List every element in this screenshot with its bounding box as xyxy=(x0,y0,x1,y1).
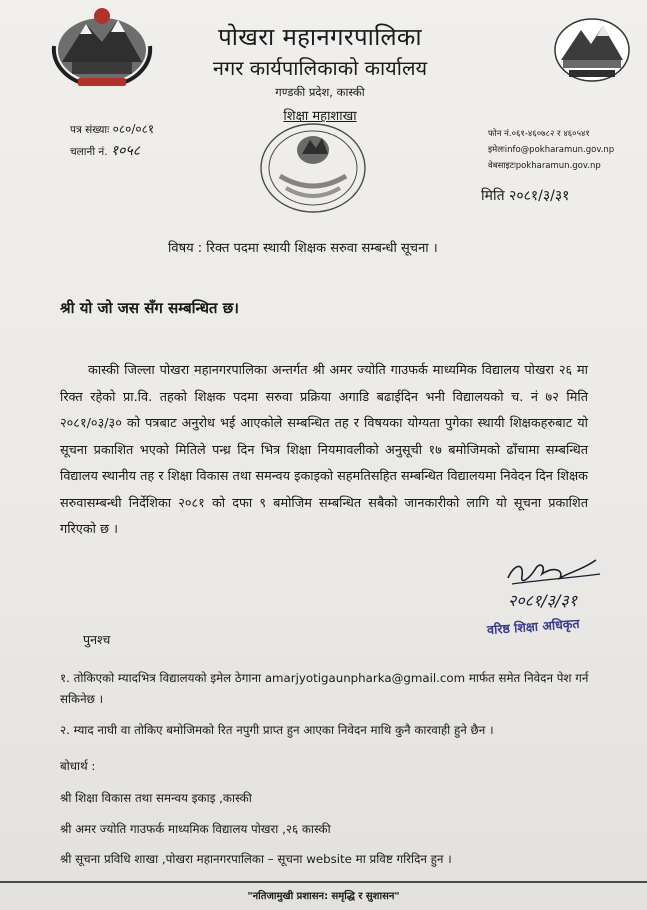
salutation: श्री यो जो जस सँग सम्बन्धित छ। xyxy=(60,299,239,317)
footer-divider xyxy=(0,881,647,883)
dispatch-number xyxy=(70,141,140,160)
cc-label: बोधार्थ : xyxy=(60,759,96,773)
office-subtitle: नगर कार्यपालिकाको कार्यालय xyxy=(212,56,428,80)
letter-number-value: ०८०/०८१ xyxy=(112,122,155,136)
office-seal-stamp-icon xyxy=(258,118,368,216)
postscript-item: १. तोकिएको म्यादभित्र विद्यालयको इमेल ठेगाना amarjyotigaunpharka@gmail.com मार्फत समेत निवेदन पेश गर्न सकिनेछ । xyxy=(60,671,589,706)
dispatch-number-value: १०५८ xyxy=(110,143,141,159)
signature-date: २०८१/३/३१ xyxy=(508,591,578,610)
nepal-emblem-icon xyxy=(48,6,156,88)
contact-website: वेबसाइटःpokharamun.gov.np xyxy=(488,161,601,171)
cc-item: श्री शिक्षा विकास तथा समन्वय इकाइ ,कास्की xyxy=(60,791,252,805)
contact-phone: फोन नं.०६१-४६०७८२ र ४६०५४१ xyxy=(488,129,590,139)
municipality-logo-icon xyxy=(553,18,631,84)
office-title: पोखरा महानगरपालिका xyxy=(218,23,422,51)
notice-body: कास्की जिल्ला पोखरा महानगरपालिका अन्तर्गत श्री अमर ज्योति गाउफर्क माध्यमिक विद्यालय पोखरा २६ मा रिक्त रहेको प्रा.वि. तहको शिक्षक पदमा सरुवा प्रक्रिया अगाडि बढाईदिन भनी विद्यालयको च. नं ७२ मिति २०८१/०३/३० को पत्रबाट अनुरोध भई आएकोले सम्बन्धित तह र विषयका योग्यता पुगेका स्थायी शिक्षकहरुबाट यो सूचना प्रकाशित भएको मितिले पन्ध्र दिन भित्र शिक्षा नियमावलीको अनुसूची १७ बमोजिमको ढाँचामा सम्बन्धित विद्यालय स्थानीय तह र शिक्षा विकास तथा समन्वय इकाइको सहमतिसहित सम्बन्धित विद्यालयमा निवेदन दिन शिक्षक सरुवासम्बन्धी निर्देशिका २०८१ को दफा ९ बमोजिम सम्बन्धित सबैको जानकारीको लागि यो सूचना प्रकाशित गरिएको छ । xyxy=(60,363,588,537)
office-province: गण्डकी प्रदेश, कास्की xyxy=(275,85,365,99)
footer-motto: "नतिजामुखी प्रशासन: समृद्धि र सुशासन" xyxy=(247,891,400,902)
office-department: शिक्षा महाशाखा xyxy=(283,109,357,124)
postscript-item: २. म्याद नाघी वा तोकिए बमोजिमको रित नपुगी प्राप्त हुन आएका निवेदन माथि कुनै कारवाही हुने छैन । xyxy=(60,723,494,737)
letter-number-label: पत्र संख्याः xyxy=(70,124,110,136)
letter-subject: विषय : रिक्त पदमा स्थायी शिक्षक सरुवा सम्बन्धी सूचना । xyxy=(168,241,438,256)
cc-item: श्री अमर ज्योति गाउफर्क माध्यमिक विद्यालय पोखरा ,२६ कास्की xyxy=(60,822,331,836)
cc-item: श्री सूचना प्रविधि शाखा ,पोखरा महानगरपालिका – सूचना website मा प्रविष्ट गरिदिन हुन । xyxy=(60,852,452,866)
signatory-title: वरिष्ठ शिक्षा अधिकृत xyxy=(486,615,580,638)
letter-date: मिति २०८१/३/३१ xyxy=(481,188,570,204)
dispatch-number-label: चलानी नं. xyxy=(70,146,108,158)
signature-icon xyxy=(500,548,610,618)
postscript-label: पुनश्च xyxy=(83,632,111,647)
letter-number xyxy=(70,120,154,137)
contact-email: इमेलःinfo@pokharamun.gov.np xyxy=(488,145,615,155)
